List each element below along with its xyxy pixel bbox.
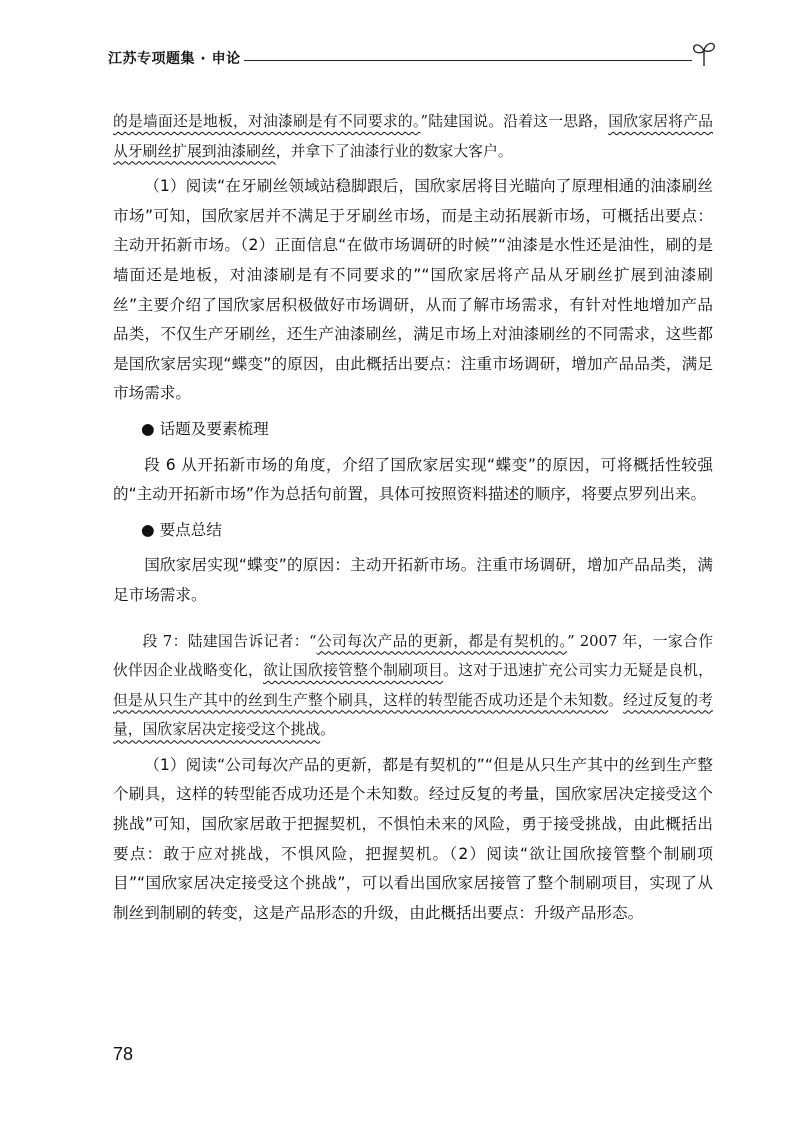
source-text: ”陆建国说。沿着这一思路， — [420, 113, 609, 130]
topic-paragraph: 段 6 从开拓新市场的角度，介绍了国欣家居实现“蝶变”的原因，可将概括性较强的“主动开拓新市场”作为总括句前置，具体可按照资料描述的顺序，将要点罗列出来。 — [113, 455, 713, 504]
page-header — [108, 38, 718, 68]
source-text: 。这对于迅速扩充公司实力无疑是良机， — [443, 662, 713, 680]
underlined-phrase: 但是从只生产其中的丝到生产整个刷具，这样的转型能否成功还是个未知数 — [113, 691, 609, 709]
source-text: 。 — [608, 691, 624, 709]
underlined-phrase: 欲让国欣接管整个制刷项目 — [263, 662, 444, 680]
underlined-phrase: 国欣家居将产品从牙刷丝扩展到油漆刷丝 — [113, 113, 713, 160]
source-text: 。 — [320, 721, 335, 739]
underlined-phrase: 经过反复的考量，国欣家居决定接受这个挑战 — [113, 691, 713, 739]
page-number: 78 — [113, 1044, 134, 1064]
section-heading-summary: ● 要点总结 — [141, 520, 222, 539]
source-text: ” 2007 年，一家合作伙伴因企业战略变化， — [113, 632, 713, 680]
source-text: 段 7：陆建国告诉记者：“ — [142, 632, 317, 650]
header-rule — [244, 60, 692, 61]
analysis-paragraph-6: （1）阅读“在牙刷丝领域站稳脚跟后，国欣家居将目光瞄向了原理相通的油漆刷丝市场”可知，国欣家居并不满足于牙刷丝市场，而是主动拓展新市场，可概括出要点：主动开拓新市场。（2）正面信息“在做市场调研的时候”“油漆是水性还是油性，刷的是墙面还是地板，对油漆刷是有不同要求的”“国欣家居将产品从牙刷丝扩展到油漆刷丝”主要介绍了国欣家居积极做好市场调研，从而了解市场需求，有针对性地增加产品品类，不仅生产牙刷丝，还生产油漆刷丝，满足市场上对油漆刷丝的不同需求，这些都是国欣家居实现“蝶变”的原因，由此概括出要点：注重市场调研，增加产品品类，满足市场需求。 — [113, 177, 713, 403]
underlined-phrase: 的是墙面还是地板，对油漆刷是有不同要求的。 — [113, 113, 421, 130]
source-paragraph-continued — [113, 107, 713, 166]
source-paragraph-7 — [113, 627, 713, 745]
summary-paragraph: 国欣家居实现“蝶变”的原因：主动开拓新市场。注重市场调研，增加产品品类，满足市场需求。 — [113, 556, 713, 604]
running-title: 江苏专项题集 · 申论 — [108, 51, 241, 67]
underlined-phrase: 公司每次产品的更新，都是有契机的。 — [316, 632, 568, 650]
source-text: ，并拿下了油漆行业的数家大客户。 — [275, 142, 513, 160]
sprout-icon — [690, 38, 718, 68]
analysis-paragraph-7: （1）阅读“公司每次产品的更新，都是有契机的”“但是从只生产其中的丝到生产整个刷具，这样的转型能否成功还是个未知数。经过反复的考量，国欣家居决定接受这个挑战”可知，国欣家居敢于把握契机，不惧怕未来的风险，勇于接受挑战，由此概括出要点：敢于应对挑战，不惧风险，把握契机。（2）阅读“欲让国欣接管整个制刷项目”“国欣家居决定接受这个挑战”，可以看出国欣家居接管了整个制刷项目，实现了从制丝到制刷的转变，这是产品形态的升级，由此概括出要点：升级产品形态。 — [113, 755, 713, 922]
section-heading-topic: ● 话题及要素梳理 — [141, 419, 269, 438]
page-body — [113, 107, 713, 928]
